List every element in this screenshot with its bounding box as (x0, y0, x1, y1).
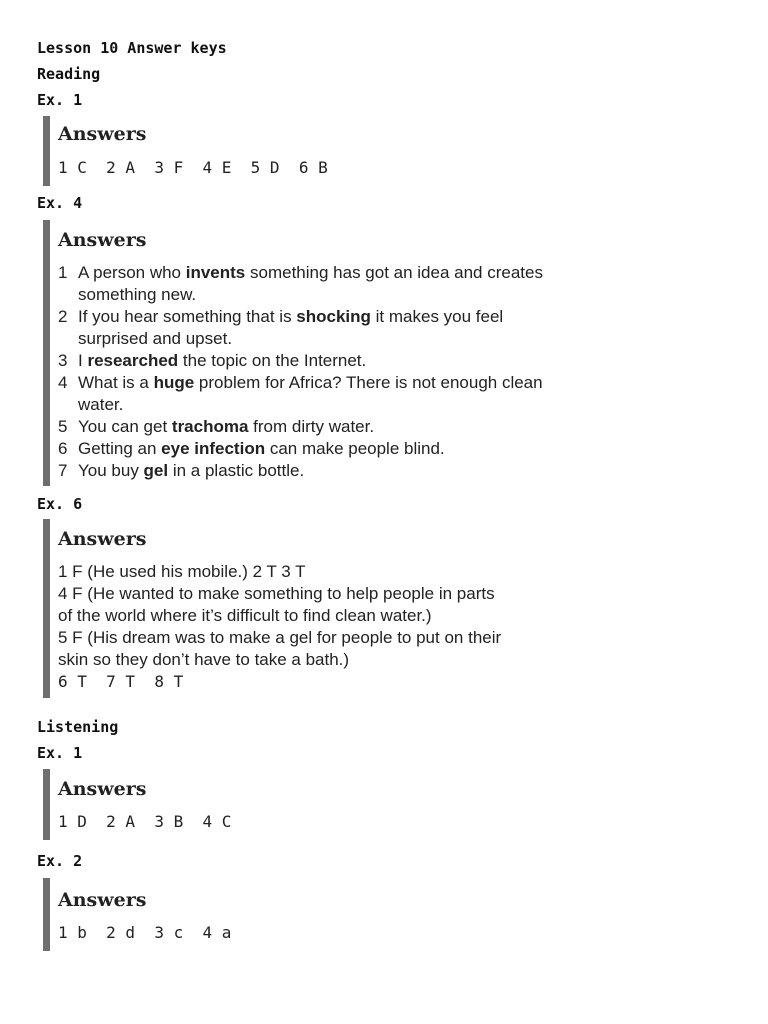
item-text-pre: What is a (78, 373, 154, 392)
item-text-post: can make people blind. (265, 439, 445, 458)
item-keyword: shocking (296, 307, 371, 326)
answer-item (58, 306, 548, 350)
item-text (78, 350, 548, 372)
answer-line: 1 F (He used his mobile.) 2 T 3 T (58, 562, 306, 581)
item-text (78, 460, 548, 482)
answer-line: 4 F (He wanted to make something to help people in parts (58, 584, 495, 603)
item-number: 2 (58, 307, 68, 326)
answers-box-reading-ex6 (43, 519, 501, 698)
answer-item (58, 350, 548, 372)
item-keyword: trachoma (171, 417, 249, 436)
answer-item (58, 460, 548, 482)
page-title: Lesson 10 Answer keys (37, 39, 227, 57)
item-text-post: something has got an idea and creates something new. (78, 263, 543, 304)
answer-item (58, 262, 548, 306)
answers-title: Answers (58, 123, 147, 145)
item-keyword: gel (143, 461, 169, 480)
item-number: 1 (58, 263, 68, 282)
answer-line: skin so they don’t have to take a bath.) (58, 650, 350, 669)
answers-line: 1 D 2 A 3 B 4 C (58, 812, 232, 831)
answer-item (58, 438, 548, 460)
answers-title: Answers (58, 229, 147, 251)
answer-item (58, 372, 548, 416)
section-heading-reading: Reading (37, 65, 101, 83)
item-text-post: in a plastic bottle. (168, 461, 305, 480)
item-text-post: the topic on the Internet. (178, 351, 367, 370)
item-text-pre: You buy (78, 461, 144, 480)
answers-title: Answers (58, 528, 147, 550)
item-text (78, 416, 548, 438)
exercise-label-listening-ex1: Ex. 1 (37, 744, 83, 762)
item-number: 5 (58, 417, 68, 436)
item-text (78, 438, 548, 460)
item-number: 7 (58, 461, 68, 480)
item-text (78, 372, 548, 416)
answers-title: Answers (58, 889, 147, 911)
item-text-pre: You can get (78, 417, 172, 436)
item-keyword: eye infection (161, 439, 266, 458)
item-text-pre: If you hear something that is (78, 307, 297, 326)
answers-title: Answers (58, 778, 147, 800)
answer-list (58, 262, 548, 482)
answers-line: 1 C 2 A 3 F 4 E 5 D 6 B (58, 158, 328, 177)
item-keyword: researched (87, 351, 179, 370)
section-heading-listening: Listening (37, 718, 119, 736)
item-text-pre: I (78, 351, 88, 370)
answers-box-listening-ex2 (43, 878, 231, 951)
item-keyword: invents (185, 263, 246, 282)
answers-line: 1 b 2 d 3 c 4 a (58, 923, 232, 942)
item-text-pre: A person who (78, 263, 186, 282)
answer-line: of the world where it’s difficult to find clean water.) (58, 606, 432, 625)
answer-item (58, 416, 548, 438)
exercise-label-listening-ex2: Ex. 2 (37, 852, 83, 870)
answer-line: 6 T 7 T 8 T (58, 672, 184, 691)
answers-box-reading-ex4 (43, 220, 548, 486)
answer-line: 5 F (His dream was to make a gel for people to put on their (58, 628, 502, 647)
item-text (78, 306, 548, 350)
item-number: 3 (58, 351, 68, 370)
item-number: 6 (58, 439, 68, 458)
item-text-post: problem for Africa? There is not enough clean water. (78, 373, 543, 414)
exercise-label-reading-ex4: Ex. 4 (37, 194, 83, 212)
item-text-post: from dirty water. (248, 417, 375, 436)
item-number: 4 (58, 373, 68, 392)
item-keyword: huge (153, 373, 195, 392)
item-text (78, 262, 548, 306)
answers-box-listening-ex1 (43, 769, 231, 840)
exercise-label-reading-ex6: Ex. 6 (37, 495, 83, 513)
exercise-label-reading-ex1: Ex. 1 (37, 91, 83, 109)
item-text-post: it makes you feel surprised and upset. (78, 307, 504, 348)
answers-box-reading-ex1 (43, 116, 328, 186)
item-text-pre: Getting an (78, 439, 162, 458)
